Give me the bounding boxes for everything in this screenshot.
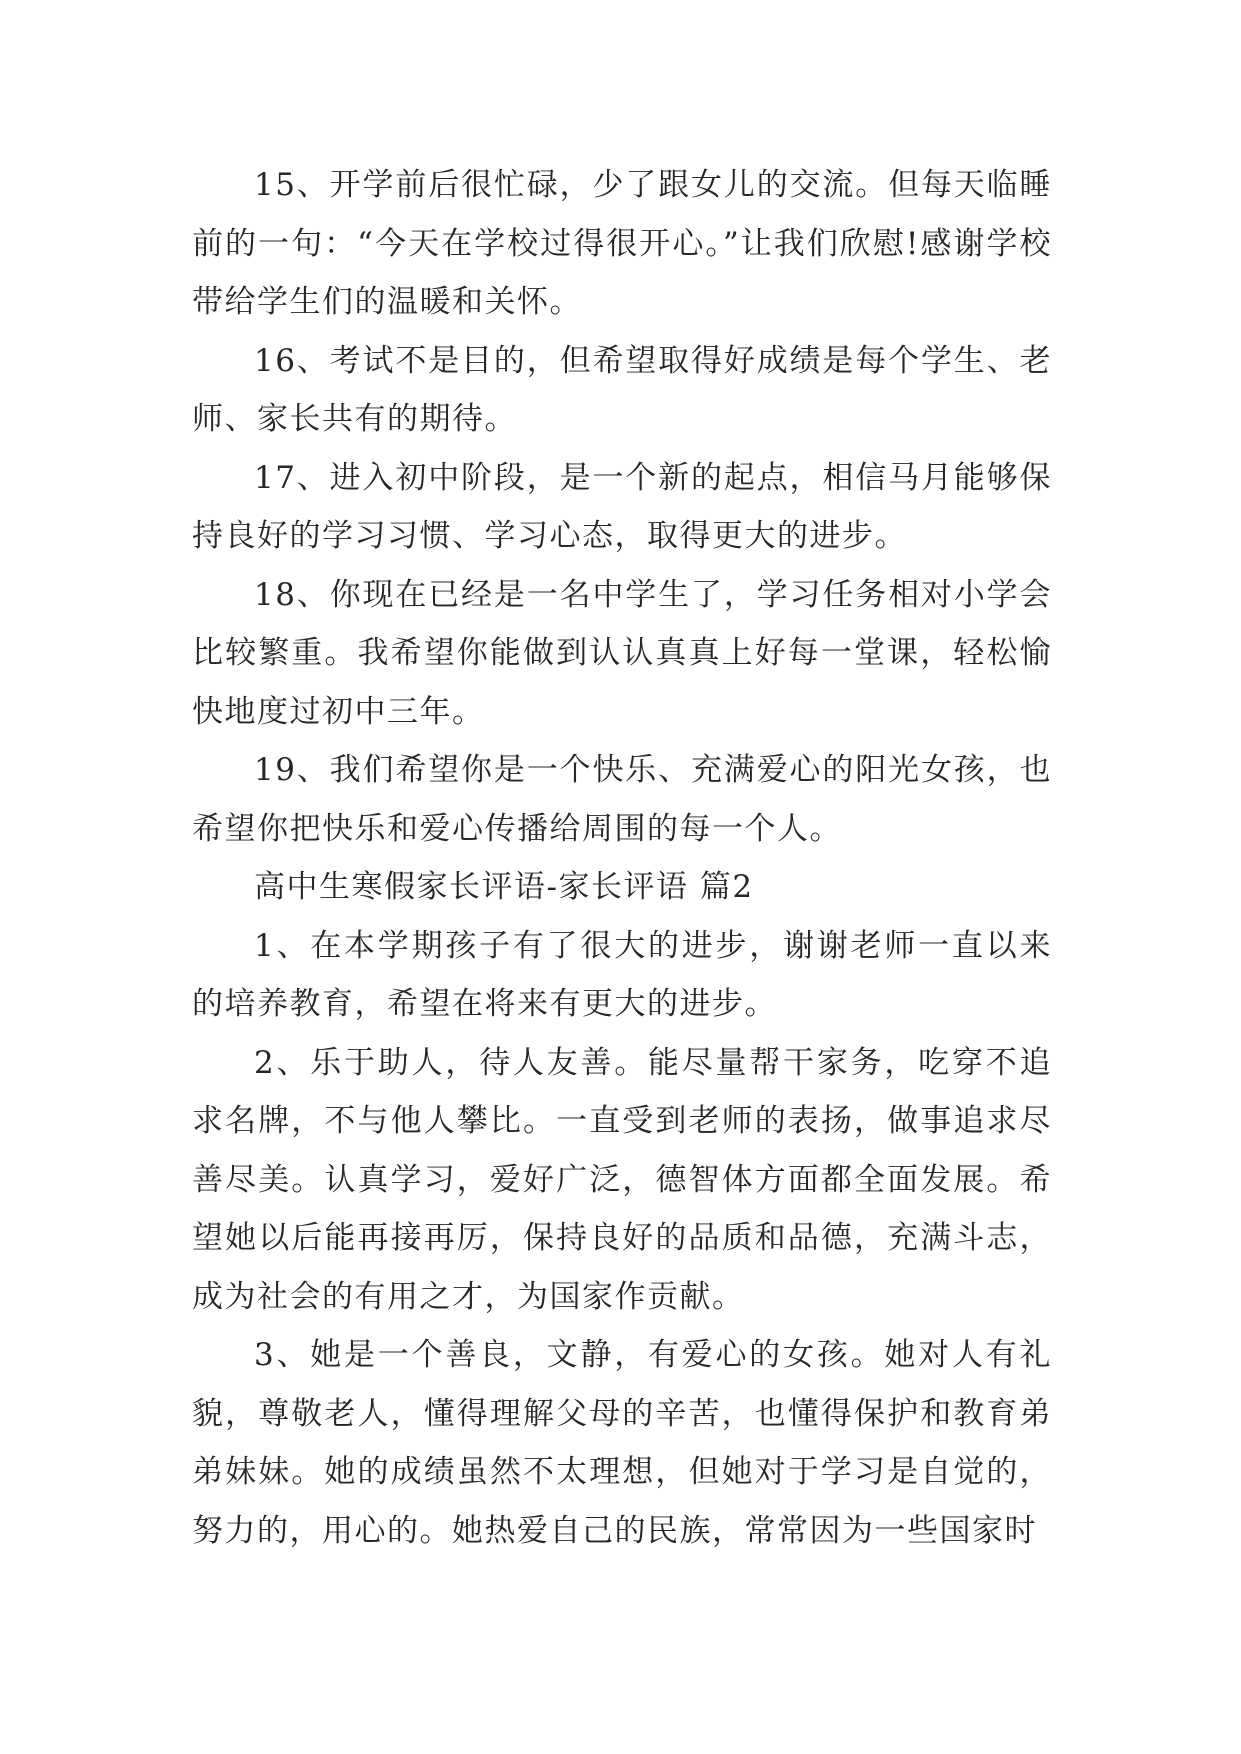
- paragraph-15: 15、开学前后很忙碌，少了跟女儿的交流。但每天临睡前的一句：“今天在学校过得很开心。”让我们欣慰!感谢学校带给学生们的温暖和关怀。: [192, 167, 1052, 320]
- document-body: [192, 156, 1052, 1560]
- paragraph-16: 16、考试不是目的，但希望取得好成绩是每个学生、老师、家长共有的期待。: [192, 342, 1052, 437]
- paragraph-2: 2、乐于助人，待人友善。能尽量帮干家务，吃穿不追求名牌，不与他人攀比。一直受到老师的表扬，做事追求尽善尽美。认真学习，爱好广泛，德智体方面都全面发展。希望她以后能再接再厉，保持良好的品质和品德，充满斗志，成为社会的有用之才，为国家作贡献。: [192, 1044, 1052, 1315]
- paragraph-1: 1、在本学期孩子有了很大的进步，谢谢老师一直以来的培养教育，希望在将来有更大的进步。: [192, 927, 1052, 1022]
- paragraph-17: 17、进入初中阶段，是一个新的起点，相信马月能够保持良好的学习习惯、学习心态，取得更大的进步。: [192, 459, 1052, 554]
- paragraph-18: 18、你现在已经是一名中学生了，学习任务相对小学会比较繁重。我希望你能做到认认真真上好每一堂课，轻松愉快地度过初中三年。: [192, 576, 1052, 730]
- paragraph-19: 19、我们希望你是一个快乐、充满爱心的阳光女孩，也希望你把快乐和爱心传播给周围的每一个人。: [192, 752, 1052, 847]
- paragraph-3: 3、她是一个善良，文静，有爱心的女孩。她对人有礼貌，尊敬老人，懂得理解父母的辛苦，也懂得保护和教育弟弟妹妹。她的成绩虽然不太理想，但她对于学习是自觉的，努力的，用心的。她热爱自己的民族，常常因为一些国家时: [192, 1337, 1052, 1549]
- section-heading: 高中生寒假家长评语-家长评语 篇2: [254, 869, 754, 905]
